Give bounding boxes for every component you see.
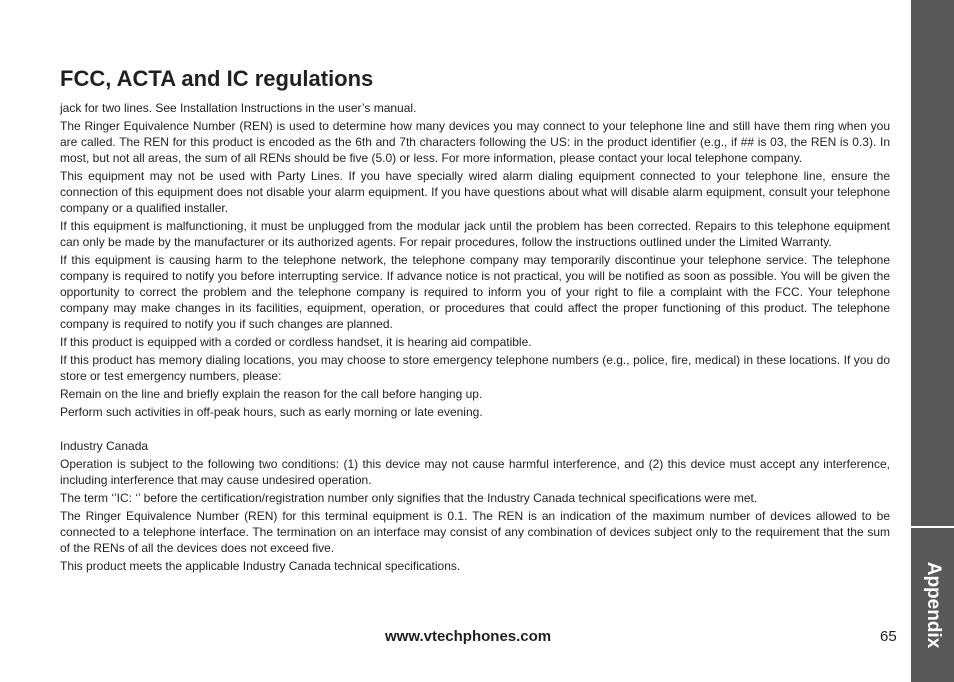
- paragraph: If this product has memory dialing locations, you may choose to store emergency telephone numbers (e.g., police, fire, medical) in these locations. If you do store or test emergency numbers, please:: [60, 353, 890, 383]
- paragraph: The Ringer Equivalence Number (REN) is used to determine how many devices you may connect to your telephone line and still have them ring when you are called. The REN for this product is encoded as the 6th and 7th characters following the US: in the product identifier (e.g., if ## is 03, the REN is 0.3). In most, but not all areas, the sum of all RENs should be five (5.0) or less. For more information, please contact your local telephone company.: [60, 119, 890, 165]
- paragraph: jack for two lines. See Installation Instructions in the user’s manual.: [60, 101, 417, 115]
- paragraph: Perform such activities in off-peak hours, such as early morning or late evening.: [60, 405, 483, 419]
- paragraph: Operation is subject to the following two conditions: (1) this device may not cause harmful interference, and (2) this device must accept any interference, including interference that may cause undesired operation.: [60, 457, 890, 487]
- paragraph: This equipment may not be used with Party Lines. If you have specially wired alarm dialing equipment connected to your telephone line, ensure the connection of this equipment does not disable your alarm equipment. If you have questions about what will disable alarm equipment, consult your telephone company or a qualified installer.: [60, 169, 890, 215]
- paragraph: Remain on the line and briefly explain the reason for the call before hanging up.: [60, 387, 483, 401]
- section-heading-industry-canada: Industry Canada: [60, 439, 149, 453]
- paragraph: The Ringer Equivalence Number (REN) for this terminal equipment is 0.1. The REN is an indication of the maximum number of devices allowed to be connected to a telephone interface. The termination on an interface may consist of any combination of devices subject only to the requirement that the sum of the RENs of all the devices does not exceed five.: [60, 509, 890, 555]
- page-content: [60, 64, 890, 576]
- footer-website-url: www.vtechphones.com: [385, 628, 552, 645]
- page-number: 65: [880, 628, 897, 645]
- paragraph: This product meets the applicable Industry Canada technical specifications.: [60, 559, 461, 573]
- paragraph: If this product is equipped with a corded or cordless handset, it is hearing aid compatible.: [60, 335, 532, 349]
- paragraph: If this equipment is causing harm to the telephone network, the telephone company may temporarily discontinue your telephone service. The telephone company is required to notify you before interrupting service. If advance notice is not practical, you will be notified as soon as possible. You will be given the opportunity to correct the problem and the telephone company is required to inform you of your right to file a complaint with the FCC. Your telephone company may make changes in its facilities, equipment, operation, or procedures that could affect the proper functioning of this product. The telephone company is required to notify you if such changes are planned.: [60, 253, 890, 331]
- side-tab-bar: [911, 0, 954, 528]
- side-tab-label-box: [911, 528, 954, 682]
- paragraph: If this equipment is malfunctioning, it must be unplugged from the modular jack until the problem has been corrected. Repairs to this telephone equipment can only be made by the manufacturer or its authorized agents. For repair procedures, follow the instructions outlined under the Limited Warranty.: [60, 219, 890, 249]
- side-tab-label: Appendix: [922, 561, 944, 649]
- page-title: FCC, ACTA and IC regulations: [60, 66, 374, 91]
- paragraph: The term ‘’IC: ‘’ before the certification/registration number only signifies that the Industry Canada technical specifications were met.: [60, 491, 758, 505]
